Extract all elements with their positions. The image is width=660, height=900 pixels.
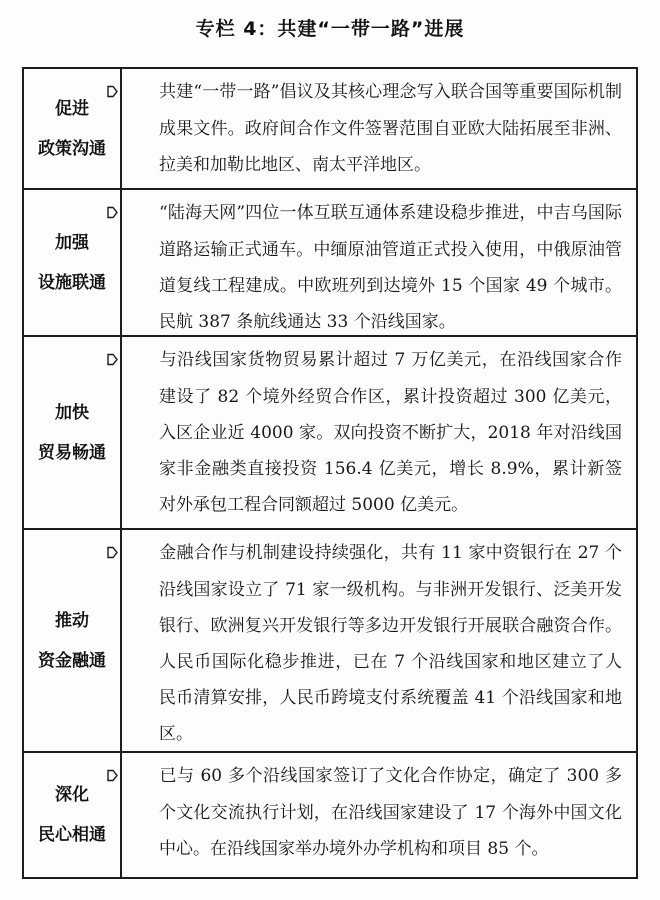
- right-arrow-icon: [132, 75, 159, 111]
- table-row: [24, 190, 636, 337]
- row-content: [122, 753, 636, 877]
- row-label-line1: 深化: [55, 785, 89, 805]
- row-content: [122, 530, 636, 751]
- row-text: 金融合作与机制建设持续强化，共有 11 家中资银行在 27 个沿线国家设立了 71 家一级机构。与非洲开发银行、泛美开发银行、欧洲复兴开发银行等多边开发银行开展联合融资合作。人民币国际化稳步推进，已在 7 个沿线国家和地区建立了人民币清算安排，人民币跨境支付系统覆盖 41 个沿线国家和地区。: [159, 543, 622, 744]
- row-label-line2: 贸易畅通: [38, 442, 106, 463]
- row-text: 已与 60 多个沿线国家签订了文化合作协定，确定了 300 多个文化交流执行计划，在沿线国家建设了 17 个海外中国文化中心。在沿线国家举办境外办学机构和项目 85 个。: [159, 766, 622, 859]
- row-label-line2: 设施联通: [38, 272, 106, 293]
- table-row: [24, 530, 636, 753]
- right-arrow-icon: [132, 196, 159, 232]
- right-arrow-icon: [132, 343, 159, 379]
- table-row: [24, 69, 636, 190]
- row-label-line2: 资金融通: [38, 650, 106, 671]
- table-row: [24, 753, 636, 877]
- row-label-line1: 促进: [55, 98, 89, 119]
- row-label-line2: 民心相通: [38, 825, 106, 845]
- belt-and-road-progress-table: [22, 67, 638, 879]
- page-title: 专栏 4：共建“一带一路”进展: [195, 18, 465, 40]
- row-paragraph: [132, 758, 622, 867]
- row-label-line1: 推动: [55, 610, 89, 631]
- right-arrow-icon: [132, 536, 159, 572]
- row-text: 与沿线国家货物贸易累计超过 7 万亿美元，在沿线国家合作建设了 82 个境外经贸合作区，累计投资超过 300 亿美元，入区企业近 4000 家。双向投资不断扩大，2018 年对沿线国家非金融类直接投资 156.4 亿美元，增长 8.9%，累计新签对外承包工程合同额超过 5000 亿美元。: [159, 350, 622, 515]
- row-text: “陆海天网”四位一体互联互通体系建设稳步推进，中吉乌国际道路运输正式通车。中缅原油管道正式投入使用，中俄原油管道复线工程建成。中欧班列到达境外 15 个国家 49 个城市。民航 387 条航线通达 33 个沿线国家。: [159, 203, 622, 332]
- row-content: [122, 337, 636, 528]
- row-content: [122, 190, 636, 335]
- row-paragraph: [132, 342, 622, 523]
- right-arrow-icon: [132, 759, 159, 795]
- row-paragraph: [132, 74, 622, 183]
- row-label-line1: 加快: [55, 402, 89, 423]
- row-text: 共建“一带一路”倡议及其核心理念写入联合国等重要国际机制成果文件。政府间合作文件签署范围自亚欧大陆拓展至非洲、拉美和加勒比地区、南太平洋地区。: [159, 82, 622, 175]
- row-label-line2: 政策沟通: [38, 138, 106, 159]
- row-paragraph: [132, 195, 622, 337]
- table-row: [24, 337, 636, 530]
- row-content: [122, 69, 636, 188]
- row-paragraph: [132, 535, 622, 752]
- row-label-line1: 加强: [55, 232, 89, 253]
